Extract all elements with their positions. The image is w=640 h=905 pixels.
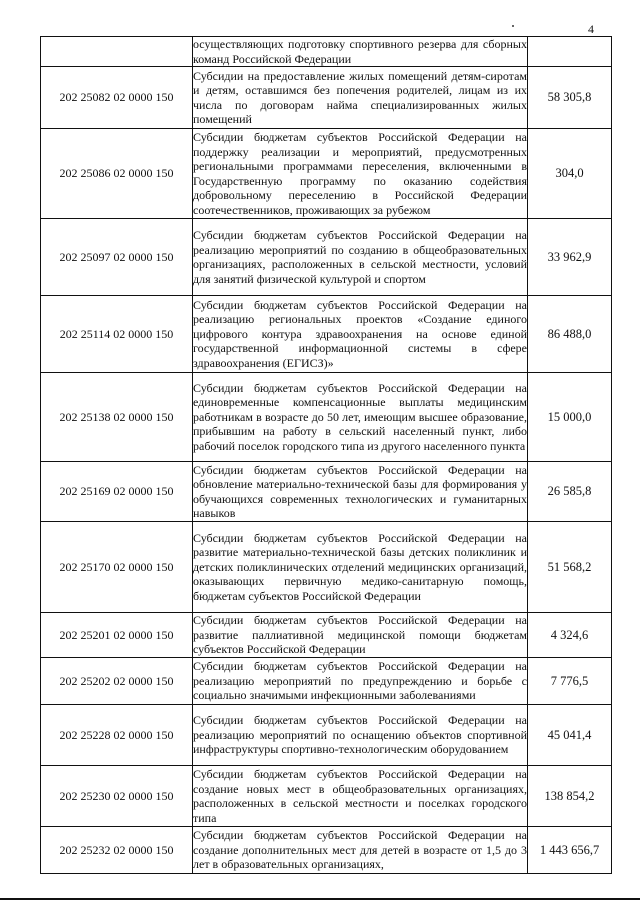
budget-code: 202 25086 02 0000 150 (41, 129, 193, 219)
amount: 26 585,8 (528, 462, 612, 522)
subsidy-description: Субсидии бюджетам субъектов Российской Федерации на развитие паллиативной медицинской помощи бюджетам субъектов Российской Федерации (193, 613, 527, 657)
table-row (41, 613, 612, 658)
amount: 33 962,9 (528, 219, 612, 296)
budget-code: 202 25232 02 0000 150 (41, 827, 193, 874)
amount: 86 488,0 (528, 296, 612, 373)
subsidy-description: Субсидии бюджетам субъектов Российской Федерации на поддержку реализации и мероприятий, предусмотренных региональными программами переселения, включенными в Государственную программу по оказанию содействия добровольному переселению в Российской Федерации соотечественников, проживающих за рубежом (193, 130, 527, 217)
subsidy-description: Субсидии бюджетам субъектов Российской Федерации на развитие материально-технической базы детских поликлиник и детских поликлинических отделений медицинских организаций, оказывающих первичную медико-санитарную помощь, бюджетам субъектов Российской Федерации (193, 522, 528, 613)
amount: 138 854,2 (528, 766, 612, 827)
page-bottom-edge (0, 898, 640, 900)
table-row (41, 705, 612, 766)
table-row (41, 462, 612, 522)
amount: 51 568,2 (528, 522, 612, 613)
amount: 1 443 656,7 (528, 827, 612, 874)
budget-code: 202 25201 02 0000 150 (41, 613, 193, 658)
budget-code (41, 37, 193, 67)
budget-code: 202 25228 02 0000 150 (41, 705, 193, 766)
table-row (41, 766, 612, 827)
budget-code: 202 25170 02 0000 150 (41, 522, 193, 613)
subsidy-description: Субсидии бюджетам субъектов Российской Федерации на реализацию мероприятий по предупреждению и борьбе с социально значимыми инфекционными заболеваниями (193, 658, 528, 705)
scan-dot (512, 25, 514, 27)
budget-code: 202 25082 02 0000 150 (41, 67, 193, 129)
amount: 4 324,6 (528, 613, 612, 658)
amount: 7 776,5 (528, 658, 612, 705)
table-row (41, 296, 612, 373)
subsidy-description: осуществляющих подготовку спортивного резерва для сборных команд Российской Федерации (193, 37, 527, 66)
table-row (41, 129, 612, 219)
amount (528, 37, 612, 67)
budget-code: 202 25097 02 0000 150 (41, 219, 193, 296)
table-row (41, 522, 612, 613)
amount: 15 000,0 (528, 373, 612, 462)
table-row (41, 827, 612, 874)
subsidy-description: Субсидии бюджетам субъектов Российской Федерации на создание новых мест в общеобразовательных организациях, расположенных в сельской местности и поселках городского типа (193, 767, 527, 825)
budget-code: 202 25114 02 0000 150 (41, 296, 193, 373)
amount: 45 041,4 (528, 705, 612, 766)
budget-code: 202 25138 02 0000 150 (41, 373, 193, 462)
budget-code: 202 25169 02 0000 150 (41, 462, 193, 522)
table-row (41, 658, 612, 705)
budget-code: 202 25230 02 0000 150 (41, 766, 193, 827)
amount: 58 305,8 (528, 67, 612, 129)
subsidy-description: Субсидии бюджетам субъектов Российской Федерации на реализацию мероприятий по созданию в общеобразовательных организациях, расположенных в сельской местности, условий для занятий физической культурой и спортом (193, 219, 528, 296)
table-row (41, 373, 612, 462)
table-row (41, 219, 612, 296)
subsidies-table (40, 36, 612, 874)
subsidy-description: Субсидии бюджетам субъектов Российской Федерации на реализацию региональных проектов «Создание единого цифрового контура здравоохранения на основе единой государственной информационной системы в сфере здравоохранения (ЕГИСЗ)» (193, 296, 528, 373)
table-row (41, 37, 612, 67)
subsidy-description: Субсидии бюджетам субъектов Российской Федерации на единовременные компенсационные выплаты медицинским работникам в возрасте до 50 лет, имеющим высшее образование, прибывшим на работу в сельский населенный пункт, либо рабочий поселок городского типа из другого населенного пункта (193, 373, 528, 462)
amount: 304,0 (528, 129, 612, 219)
subsidy-description: Субсидии бюджетам субъектов Российской Федерации на обновление материально-технической базы для формирования у обучающихся современных технологических и гуманитарных навыков (193, 462, 527, 520)
subsidy-description: Субсидии на предоставление жилых помещений детям-сиротам и детям, оставшимся без попечения родителей, лицам из их числа по договорам найма специализированных жилых помещений (193, 67, 528, 129)
subsidy-description: Субсидии бюджетам субъектов Российской Федерации на создание дополнительных мест для детей в возрасте от 1,5 до 3 лет в образовательных организациях, (193, 827, 528, 874)
page-number: 4 (588, 22, 594, 36)
table-row (41, 67, 612, 129)
subsidy-description: Субсидии бюджетам субъектов Российской Федерации на реализацию мероприятий по оснащению объектов спортивной инфраструктуры спортивно-технологическим оборудованием (193, 705, 528, 766)
budget-code: 202 25202 02 0000 150 (41, 658, 193, 705)
